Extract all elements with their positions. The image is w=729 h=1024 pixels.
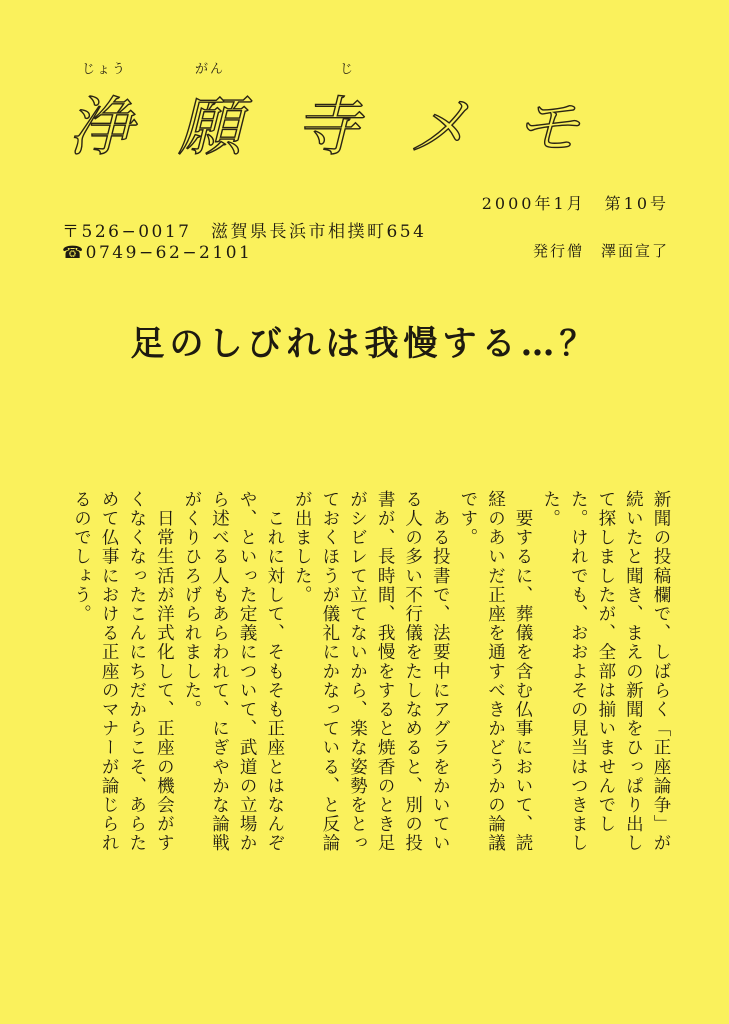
title-char-4: メ bbox=[408, 91, 472, 165]
title-char-5: モ bbox=[515, 91, 579, 165]
phone-number: ☎0749−62−2101 bbox=[62, 243, 253, 263]
title-char-1: 浄 bbox=[68, 91, 132, 165]
paragraph: 新聞の投稿欄で、しばらく「正座論争」が続いたと聞き、まえの新聞をひっぱり出して探しましたが、全部は揃いませんでした。けれでも、おおよその見当はつきました。 bbox=[540, 490, 671, 853]
paragraph: 要するに、葬儀を含む仏事において、読経のあいだ正座を通すべきかどうかの論議です。 bbox=[457, 490, 534, 853]
article-headline: 足のしびれは我慢する…？ bbox=[130, 324, 599, 364]
issue-date: 2000年1月 第10号 bbox=[481, 194, 669, 213]
ruby-jou: じょう bbox=[82, 62, 128, 77]
paragraph: これに対して、そもそも正座とはなんぞや、といった定義について、武道の立場から述べる人もあらわれて、にぎやかな論戦がくりひろげられました。 bbox=[181, 490, 285, 853]
title-char-2: 願 bbox=[178, 91, 242, 165]
ruby-gan: がん bbox=[195, 62, 226, 77]
publisher-name: 発行僧 澤面宣了 bbox=[532, 242, 669, 260]
title-char-3: 寺 bbox=[295, 91, 359, 165]
article-body bbox=[71, 490, 674, 870]
masthead bbox=[60, 58, 620, 168]
ruby-ji: じ bbox=[340, 62, 356, 77]
paragraph: ある投書で、法要中にアグラをかいている人の多い不行儀をたしなめると、別の投書が、長時間、我慢をすると焼香のとき足がシビレて立てないから、楽な姿勢をとっておくほうが儀礼にかなっている、と反論が出ました。 bbox=[292, 490, 451, 853]
paragraph: 日常生活が洋式化して、正座の機会がすくなくなったこんにちだからこそ、あらためて仏事における正座のマナーが論じられるのでしょう。 bbox=[71, 490, 175, 853]
postal-address: 〒526−0017 滋賀県長浜市相撲町654 bbox=[62, 222, 427, 242]
